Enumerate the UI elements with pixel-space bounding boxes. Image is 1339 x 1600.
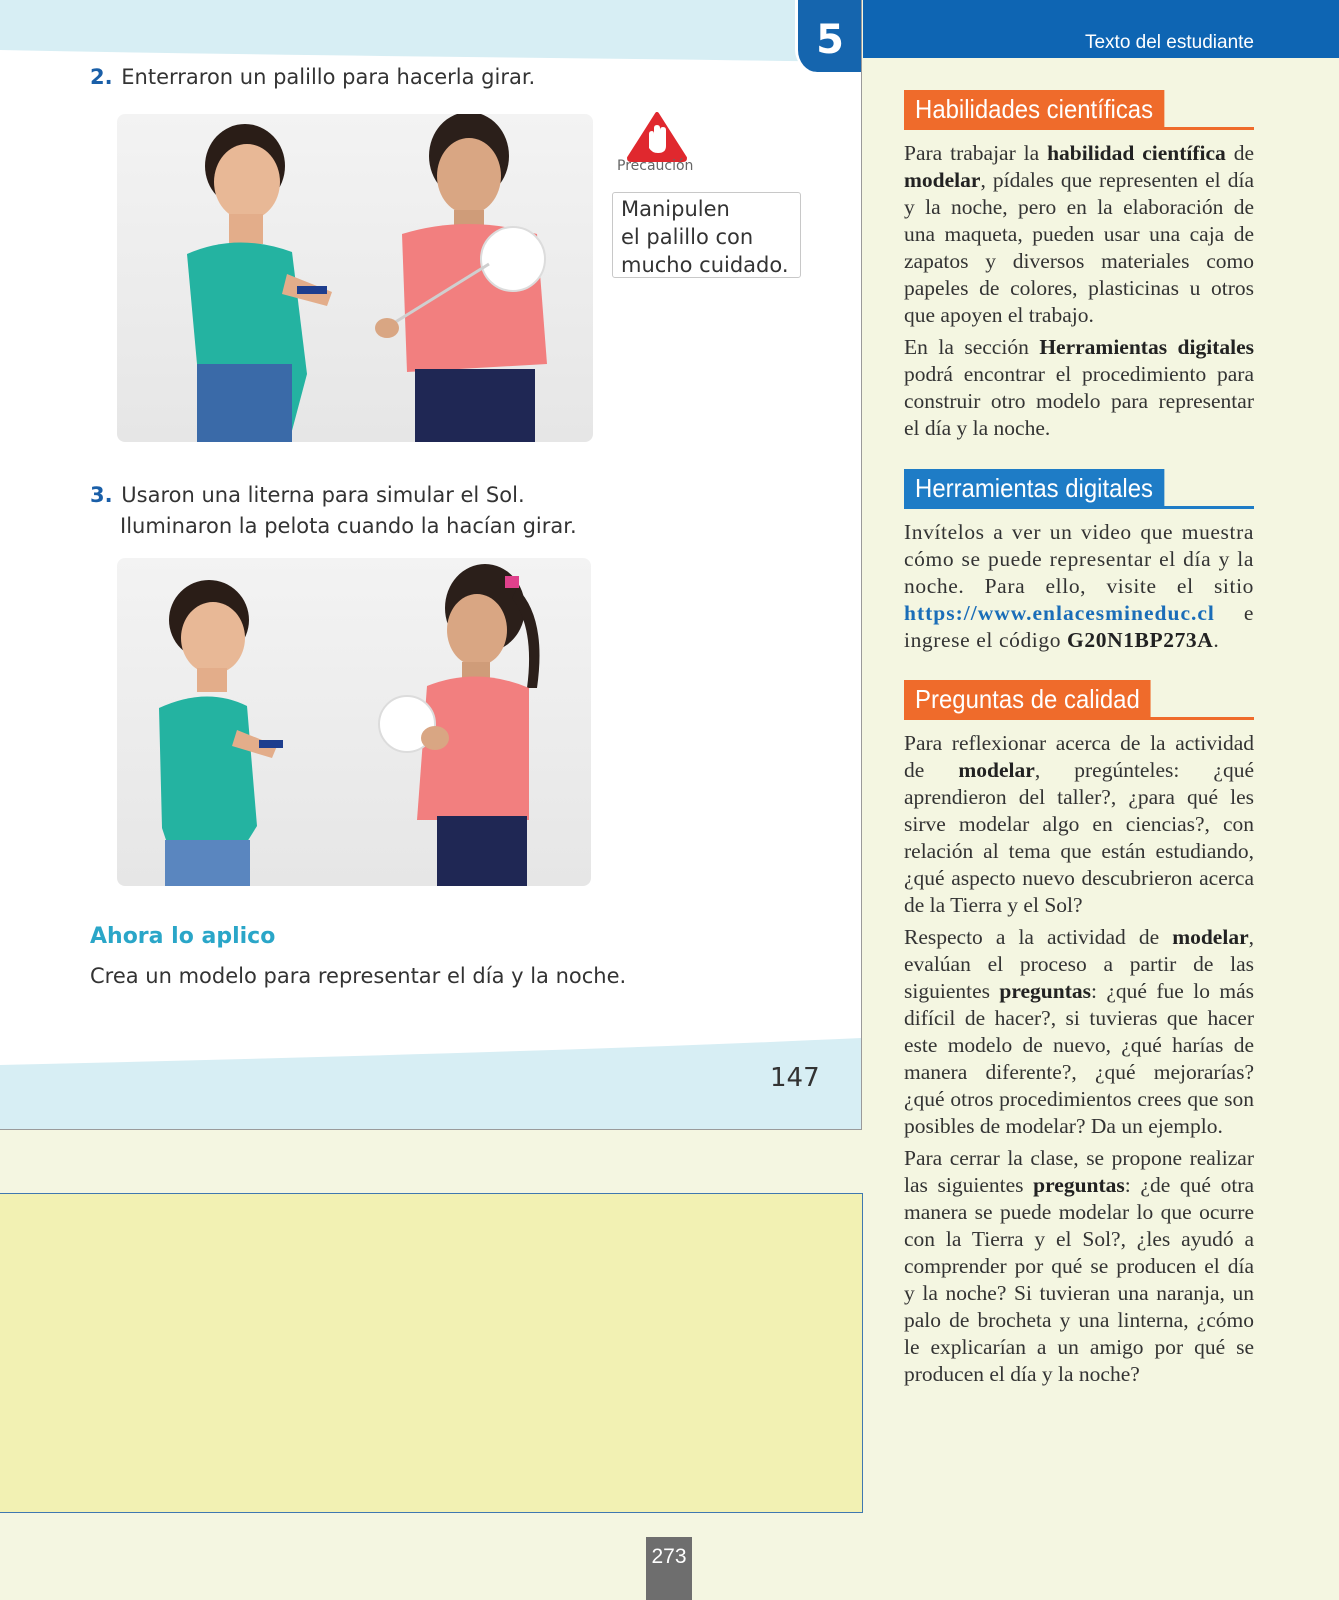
photo-children-stick-illustration xyxy=(117,114,593,442)
section-preguntas-title: Preguntas de calidad xyxy=(904,680,1151,718)
enlaces-link[interactable]: https://www.enlacesmineduc.cl xyxy=(904,601,1215,625)
pdf-page-number: 273 xyxy=(651,1545,687,1568)
step-2-number: 2. xyxy=(90,65,113,89)
caution-label: Precaución xyxy=(617,158,694,174)
photo-children-flashlight xyxy=(117,558,591,886)
section-preguntas-header xyxy=(904,680,1254,720)
section-herramientas-title: Herramientas digitales xyxy=(904,469,1164,507)
section-herramientas-rule xyxy=(904,506,1254,509)
preguntas-paragraph-1: Para reflexionar acerca de la actividad de modelar, pregúnteles: ¿qué aprendieron del taller?, ¿para qué les sirve modelar algo en ciencias?, con relación al tema que están estudiando, ¿qué aspecto nuevo descubrieron acerca de la Tierra y el Sol? xyxy=(904,731,1254,917)
student-page xyxy=(0,0,862,1130)
unit-number: 5 xyxy=(816,17,844,63)
student-page-number: 147 xyxy=(770,1063,820,1093)
step-3-line-1: Usaron una literna para simular el Sol. xyxy=(121,483,525,507)
step-3 xyxy=(90,480,525,511)
herramientas-paragraph: Invítelos a ver un video que muestra cómo se puede representar el día y la noche. Para ello, visite el sitio https://www.enlacesmineduc.cl e ingrese el código G20N1BP273A. xyxy=(904,520,1254,652)
section-habilidades-header xyxy=(904,90,1254,130)
habilidades-paragraph-2: En la sección Herramientas digitales podrá encontrar el procedimiento para construir otro modelo para representar el día y la noche. xyxy=(904,335,1254,440)
section-preguntas-rule xyxy=(904,717,1254,720)
section-herramientas xyxy=(904,469,1254,654)
apply-heading: Ahora lo aplico xyxy=(90,924,276,949)
preguntas-paragraph-2: Respecto a la actividad de modelar, evalúan el proceso a partir de las siguientes preguntas: ¿qué fue lo más difícil de hacer?, si tuvieras que hacer este modelo de nuevo, ¿qué harías de manera diferente?, ¿qué mejorarías? ¿qué otros procedimientos crees que son posibles de modelar? Da un ejemplo. xyxy=(904,925,1254,1138)
unit-tab xyxy=(795,0,862,72)
section-herramientas-header xyxy=(904,469,1254,509)
resource-code: G20N1BP273A xyxy=(1067,628,1214,652)
caution-line: el palillo con xyxy=(621,225,754,249)
step-2 xyxy=(90,62,535,93)
section-preguntas xyxy=(904,680,1254,1388)
step-2-text: Enterraron un palillo para hacerla girar. xyxy=(121,65,536,89)
step-3-line-2: Iluminaron la pelota cuando la hacían girar. xyxy=(120,514,577,538)
apply-text: Crea un modelo para representar el día y la noche. xyxy=(90,964,627,988)
caution-line: Manipulen xyxy=(621,197,730,221)
habilidades-paragraph-1: Para trabajar la habilidad científica de modelar, pídales que representen el día y la noche, pero en la elaboración de una maqueta, pueden usar una caja de zapatos y diversos materiales como papeles de colores, plasticinas u otros que apoyen el trabajo. xyxy=(904,141,1255,327)
header-bar xyxy=(863,0,1339,58)
caution-box xyxy=(612,192,801,278)
section-habilidades-rule xyxy=(904,127,1254,130)
caution-hand-icon xyxy=(627,112,687,162)
section-habilidades xyxy=(904,90,1254,442)
top-wave-decoration xyxy=(0,0,862,62)
pdf-page-number-tab xyxy=(646,1537,692,1600)
photo-children-flashlight-illustration xyxy=(117,558,591,886)
notes-box xyxy=(0,1193,863,1513)
step-3-number: 3. xyxy=(90,483,113,507)
section-habilidades-title: Habilidades científicas xyxy=(904,90,1164,128)
photo-children-stick xyxy=(117,114,593,442)
bottom-wave-decoration xyxy=(0,1030,862,1130)
preguntas-paragraph-3: Para cerrar la clase, se propone realizar las siguientes preguntas: ¿de qué otra manera se puede modelar lo que ocurre con la Tierra y el Sol?, ¿les ayudó a comprender por qué se producen el día y la noche? Si tuvieran una naranja, un palo de brocheta y una linterna, ¿cómo le explicarían a un amigo por qué se producen el día y la noche? xyxy=(904,1146,1254,1386)
caution-line: mucho cuidado. xyxy=(621,253,789,277)
header-title: Texto del estudiante xyxy=(1084,32,1254,53)
